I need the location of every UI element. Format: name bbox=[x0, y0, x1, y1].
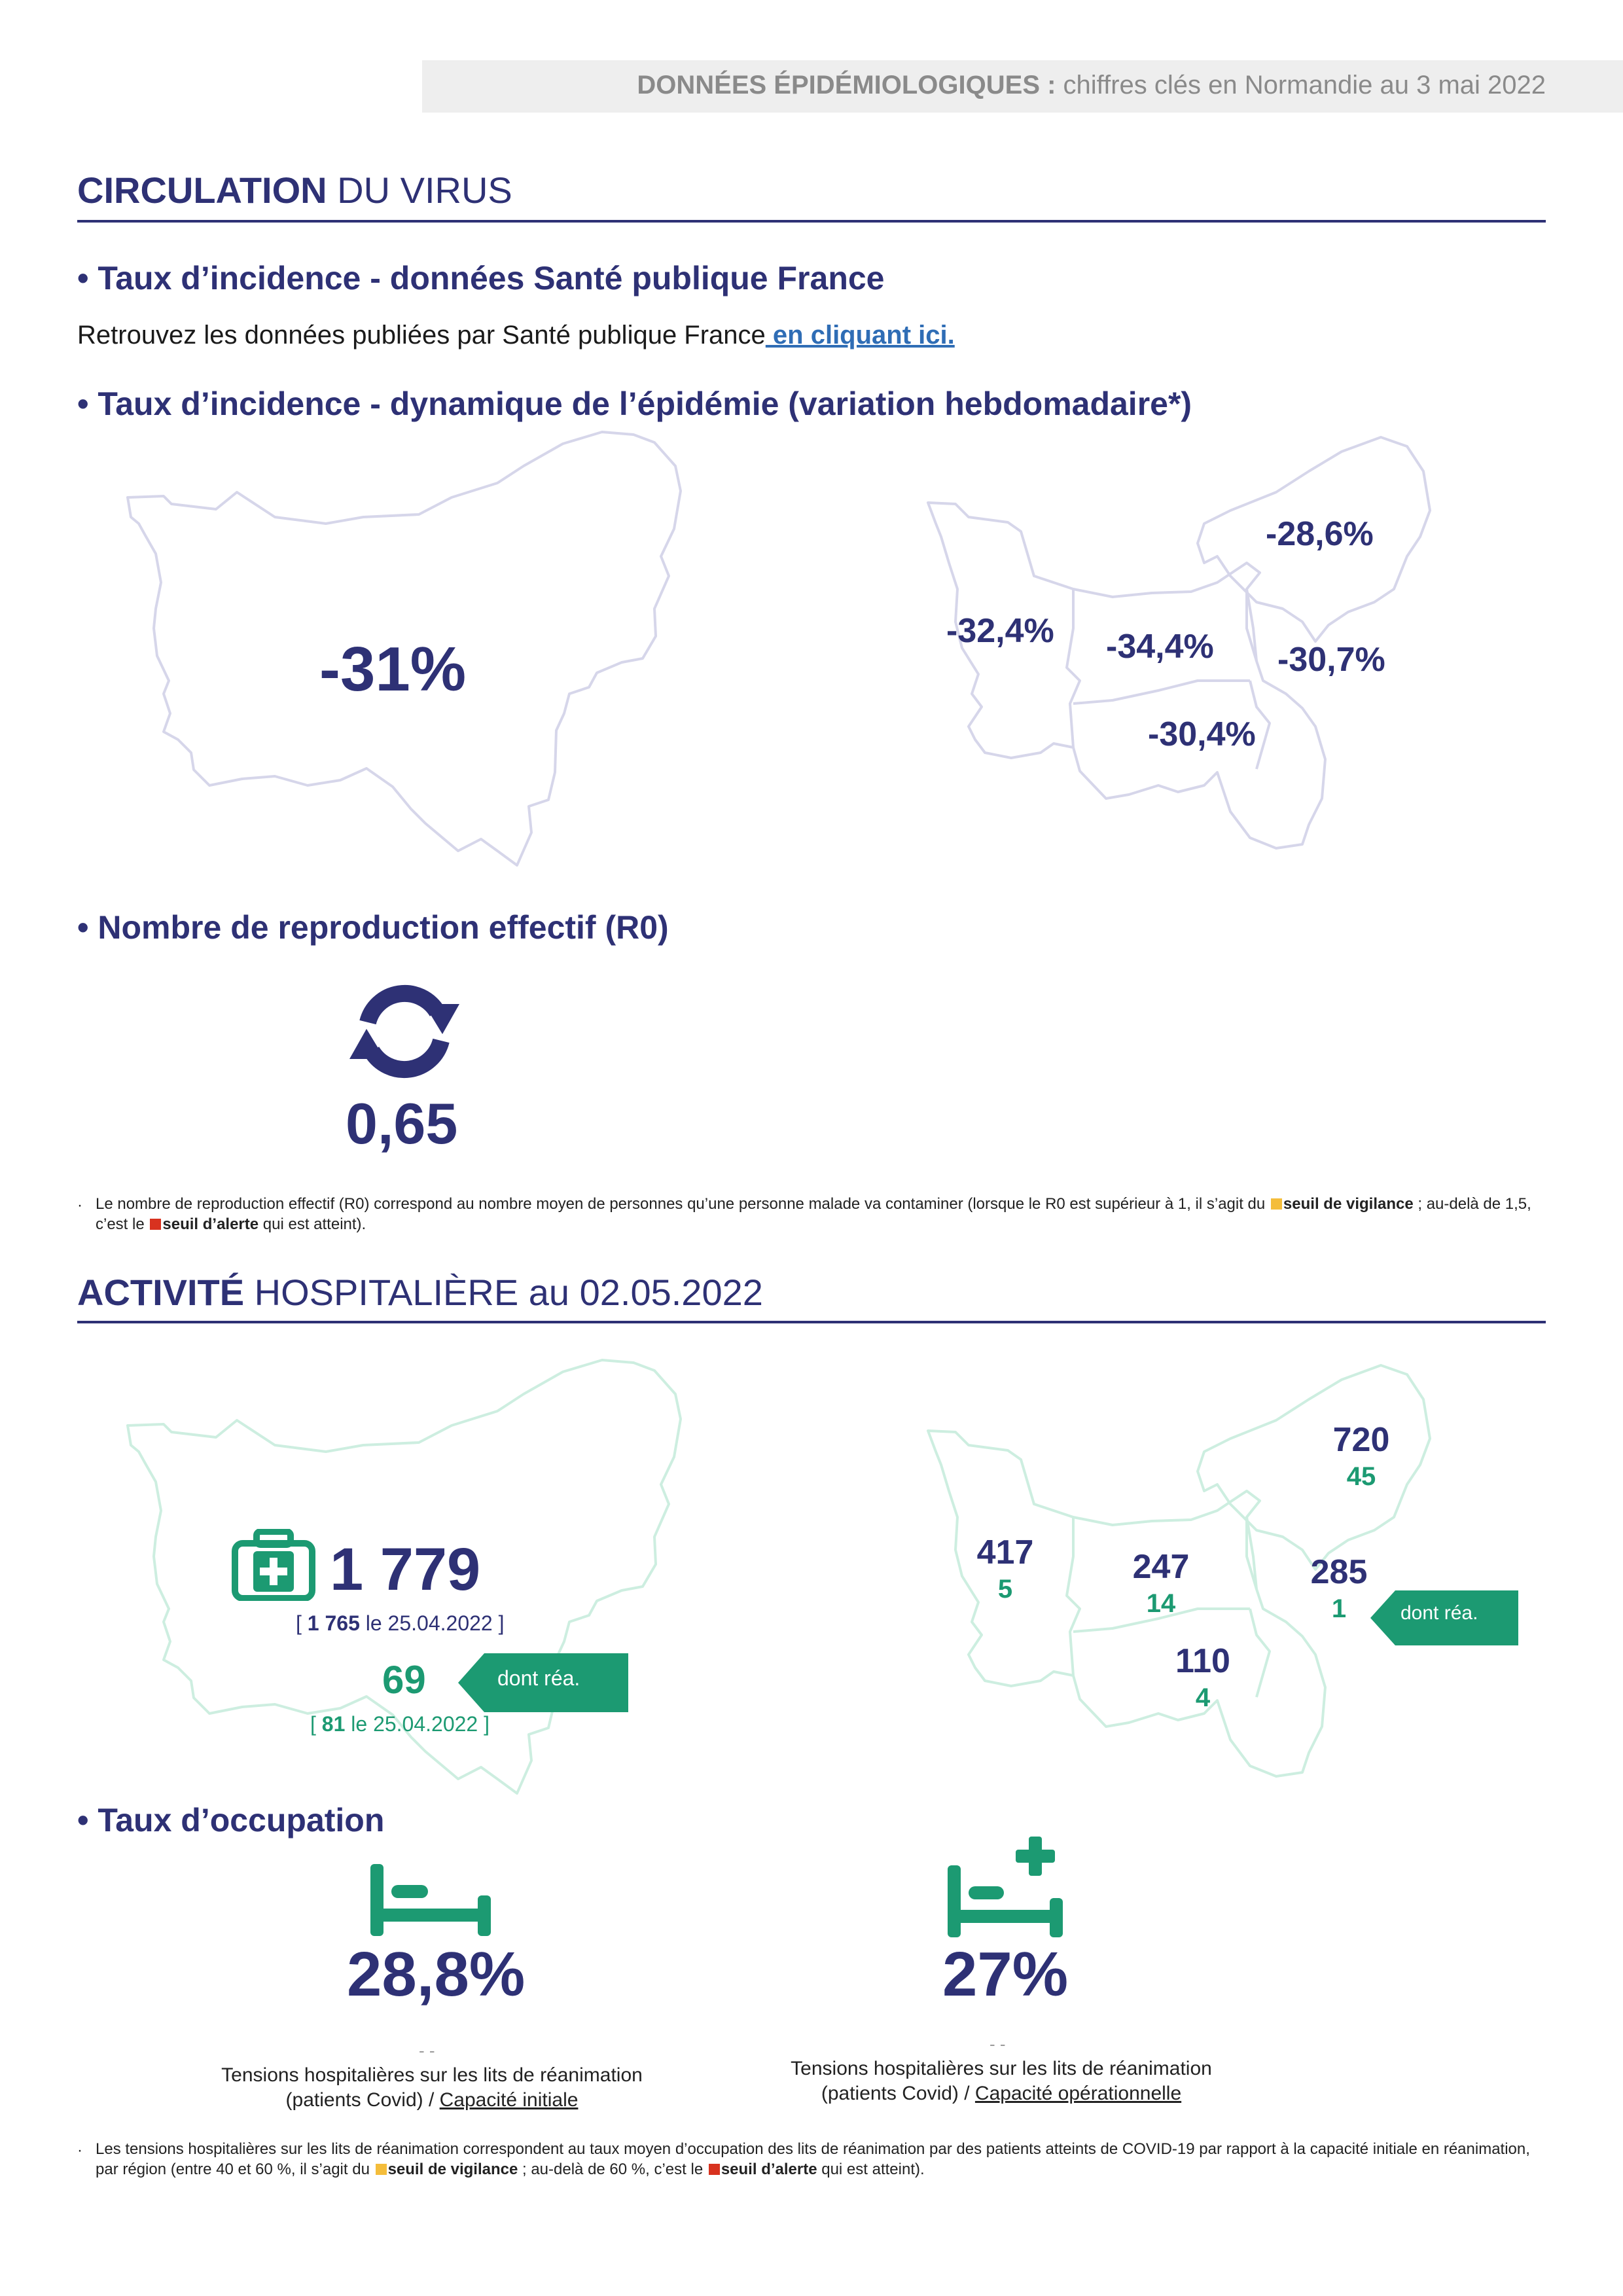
dept-incidence-calvados: -34,4% bbox=[1106, 628, 1214, 666]
region-incidence-value: -31% bbox=[319, 634, 467, 704]
incidence-paragraph: Retrouvez les données publiées par Santé publique France en cliquant ici. bbox=[77, 321, 955, 350]
hospital-total-previous: [ 1 765 le 25.04.2022 ] bbox=[296, 1611, 505, 1635]
hospital-bed-plus-icon bbox=[942, 1835, 1067, 1940]
dept-icu-seine-maritime: 45 bbox=[1346, 1462, 1376, 1491]
incidence-link[interactable]: en cliquant ici. bbox=[765, 321, 955, 350]
dept-icu-calvados: 14 bbox=[1146, 1589, 1176, 1618]
r0-footnote: Le nombre de reproduction effectif (R0) correspond au nombre moyen de personnes qu’une personne malade va contaminer (lorsque le R0 est supérieur à 1, il s’agit du seuil de vigilance ; au-delà de 1,5, c’est le seuil d’alerte qui est atteint). bbox=[96, 1195, 1531, 1233]
dept-hosp-seine-maritime: 720 bbox=[1332, 1421, 1390, 1459]
occupancy-operational-trend: - - bbox=[990, 2034, 1006, 2054]
dynamics-heading: • Taux d’incidence - dynamique de l’épidémie (variation hebdomadaire*) bbox=[77, 386, 1192, 422]
occupancy-operational-value: 27% bbox=[942, 1939, 1069, 2009]
hospital-footnote: Les tensions hospitalières sur les lits de réanimation correspondent au taux moyen d’occupation des lits de réanimation par des patients atteints de COVID-19 par rapport à la capacité initiale en réanimation, par région (entre 40 et 60 %, il s’agit du seuil de vigilance ; au-delà de 60 %, c’est le seuil d’alerte qui est atteint). bbox=[96, 2140, 1530, 2178]
icu-tag-label: dont réa. bbox=[1400, 1602, 1478, 1624]
hospital-total-value: 1 779 bbox=[330, 1536, 481, 1603]
section-title-hospital: ACTIVITÉ HOSPITALIÈRE au 02.05.2022 bbox=[77, 1272, 763, 1313]
first-aid-kit-icon bbox=[232, 1529, 315, 1601]
icu-total-previous: [ 81 le 25.04.2022 ] bbox=[310, 1712, 490, 1736]
icu-tag-label: dont réa. bbox=[497, 1666, 580, 1690]
occupancy-initial-caption: Tensions hospitalières sur les lits de réanimation (patients Covid) / Capacité initiale bbox=[221, 2064, 643, 2111]
r0-value: 0,65 bbox=[346, 1091, 458, 1156]
dept-incidence-eure: -30,7% bbox=[1277, 641, 1385, 679]
dept-icu-manche: 5 bbox=[997, 1575, 1013, 1604]
header-label: DONNÉES ÉPIDÉMIOLOGIQUES : chiffres clés en Normandie au 3 mai 2022 bbox=[637, 71, 1546, 99]
occupancy-initial-value: 28,8% bbox=[347, 1939, 526, 2009]
dept-hosp-calvados: 247 bbox=[1132, 1548, 1190, 1586]
r0-note-marker: · bbox=[77, 1196, 82, 1214]
occupation-heading: • Taux d’occupation bbox=[77, 1802, 385, 1839]
dept-incidence-manche: -32,4% bbox=[946, 612, 1054, 650]
occupancy-operational-caption: Tensions hospitalières sur les lits de réanimation (patients Covid) / Capacité opérationnelle bbox=[791, 2058, 1212, 2104]
icu-total-value: 69 bbox=[382, 1658, 426, 1702]
hospital-bed-icon bbox=[366, 1861, 495, 1939]
dept-incidence-seine-maritime: -28,6% bbox=[1266, 515, 1374, 553]
occupancy-initial-trend: - - bbox=[419, 2041, 435, 2060]
r0-heading: • Nombre de reproduction effectif (R0) bbox=[77, 909, 669, 946]
hospital-note-marker: · bbox=[77, 2142, 82, 2159]
dept-icu-orne: 4 bbox=[1195, 1683, 1211, 1712]
section-title-circulation: CIRCULATION DU VIRUS bbox=[77, 170, 512, 211]
dept-hosp-manche: 417 bbox=[976, 1534, 1034, 1571]
dept-icu-eure: 1 bbox=[1331, 1594, 1347, 1623]
incidence-heading: • Taux d’incidence - données Santé publique France bbox=[77, 260, 885, 296]
dept-incidence-orne: -30,4% bbox=[1148, 715, 1256, 753]
dept-hosp-orne: 110 bbox=[1175, 1642, 1230, 1680]
dept-hosp-eure: 285 bbox=[1310, 1553, 1368, 1591]
